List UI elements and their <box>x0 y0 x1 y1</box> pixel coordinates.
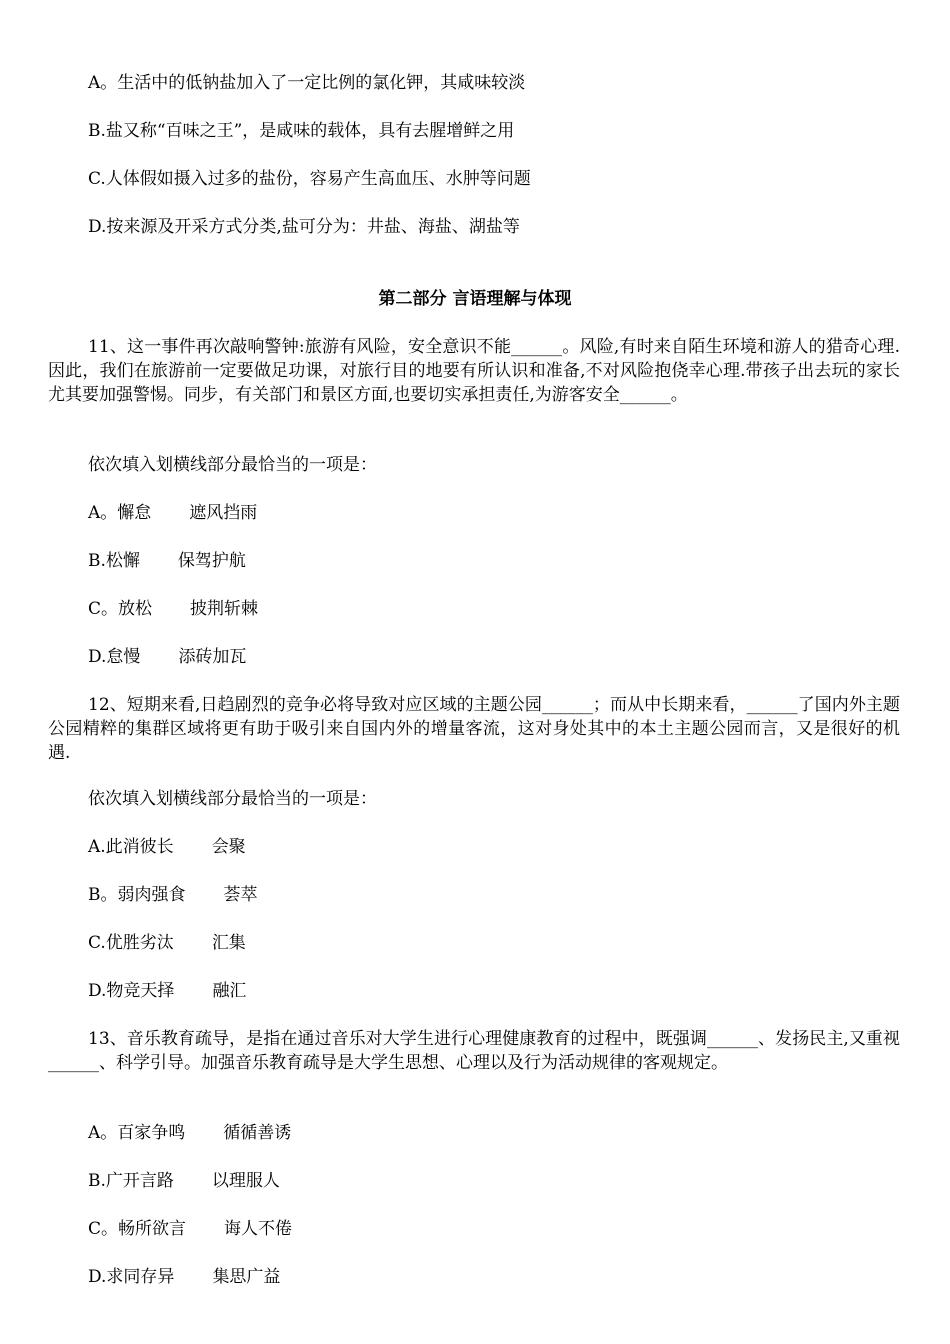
option-word-1: B.松懈 <box>88 551 140 571</box>
option-word-2: 融汇 <box>212 981 247 1001</box>
option-word-2: 循循善诱 <box>223 1123 292 1143</box>
option-word-2: 汇集 <box>211 933 246 953</box>
q12-option-a <box>88 835 246 859</box>
option-word-2: 披荆斩棘 <box>190 599 259 619</box>
q12-option-b <box>88 883 258 907</box>
option-word-2: 诲人不倦 <box>224 1219 293 1239</box>
option-word-2: 会聚 <box>211 837 246 857</box>
option-word-2: 荟萃 <box>223 885 258 905</box>
q11-prompt: 依次填入划横线部分最恰当的一项是： <box>88 455 377 475</box>
option-word-1: D.求同存异 <box>88 1267 175 1287</box>
q11-stem: 11、这一事件再次敲响警钟:旅游有风险，安全意识不能______。风险,有时来自陌生环境和游人的猎奇心理.因此，我们在旅游前一定要做足功课，对旅行目的地要有所认识和准备,不对风险抱侥幸心理.带孩子出去玩的家长尤其要加强警惕。同步，有关部门和景区方面,也要切实承担责任,为游客安全______。 <box>48 337 900 405</box>
option-word-1: C.优胜劣汰 <box>88 933 174 953</box>
q10-option-a: A。生活中的低钠盐加入了一定比例的氯化钾，其咸味较淡 <box>88 73 526 93</box>
option-word-1: C。放松 <box>88 599 153 619</box>
q11-option-d <box>88 645 246 669</box>
option-word-2: 以理服人 <box>211 1171 280 1191</box>
option-word-2: 集思广益 <box>212 1267 281 1287</box>
q13-option-b <box>88 1169 280 1193</box>
option-word-1: B。弱肉强食 <box>88 885 186 905</box>
q13-option-c <box>88 1217 292 1241</box>
q10-option-c: C.人体假如摄入过多的盐份，容易产生高血压、水肿等问题 <box>88 169 531 189</box>
q12-option-c <box>88 931 246 955</box>
q13-stem: 13、音乐教育疏导，是指在通过音乐对大学生进行心理健康教育的过程中，既强调______、发扬民主,又重视______、科学引导。加强音乐教育疏导是大学生思想、心理以及行为活动规律的客观规定。 <box>48 1029 900 1073</box>
q11-option-c <box>88 597 258 621</box>
q11-option-a <box>88 501 257 525</box>
option-word-1: B.广开言路 <box>88 1171 174 1191</box>
q11-option-b <box>88 549 246 573</box>
q12-prompt: 依次填入划横线部分最恰当的一项是： <box>88 789 377 809</box>
q13-option-a <box>88 1121 291 1145</box>
q10-option-b: B.盐又称“百味之王”，是咸味的载体，具有去腥增鲜之用 <box>88 121 515 141</box>
option-word-2: 添砖加瓦 <box>178 647 247 667</box>
option-word-2: 遮风挡雨 <box>189 503 258 523</box>
q10-option-d: D.按来源及开采方式分类,盐可分为：井盐、海盐、湖盐等 <box>88 217 520 237</box>
q13-option-d <box>88 1265 280 1289</box>
option-word-1: A。百家争鸣 <box>88 1123 186 1143</box>
option-word-1: C。畅所欲言 <box>88 1219 187 1239</box>
option-word-1: A。懈怠 <box>88 503 152 523</box>
option-word-1: D.物竞天择 <box>88 981 175 1001</box>
option-word-1: D.怠慢 <box>88 647 141 667</box>
q12-option-d <box>88 979 246 1003</box>
option-word-2: 保驾护航 <box>177 551 246 571</box>
option-word-1: A.此消彼长 <box>88 837 174 857</box>
section-title: 第二部分 言语理解与体现 <box>378 289 572 309</box>
q12-stem: 12、短期来看,日趋剧烈的竞争必将导致对应区域的主题公园______；而从中长期来看，______了国内外主题公园精粹的集群区域将更有助于吸引来自国内外的增量客流，这对身处其中的本土主题公园而言，又是很好的机遇. <box>48 695 900 763</box>
